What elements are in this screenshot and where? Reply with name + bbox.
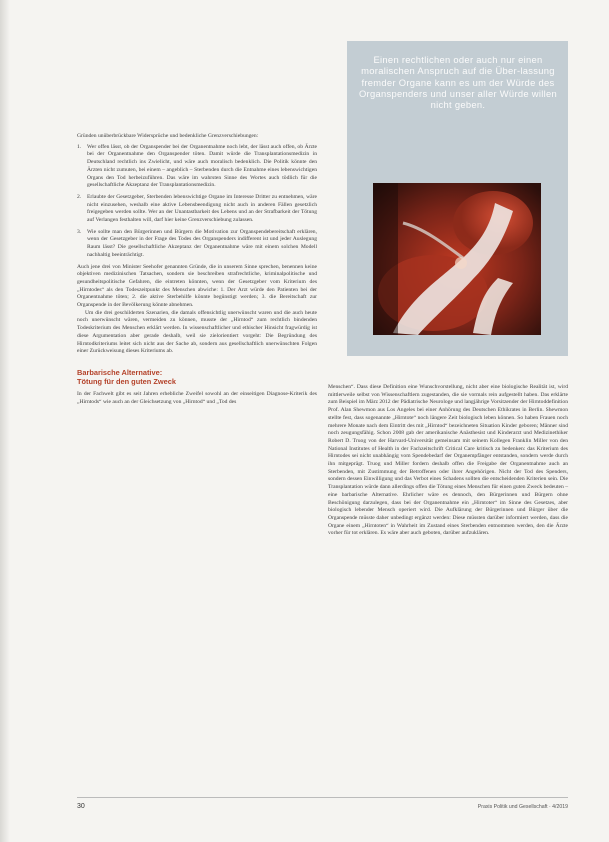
list-number: 3. xyxy=(77,228,82,235)
list-text: Erlaubte der Gesetzgeber, Sterbenden lebenswichtige Organe im Interesse Dritter zu entnehmen, wäre nicht einzusehen, weshalb eine aktive Lebensbeendigung nicht auch in anderen Fällen gesetzlich freigegeben werden sollte. Wer an der Unantastbarkeit des Lebens und an der Strafbarkeit der Tötung auf Verlangen festhalten will, darf hier keine Grenzverschiebung zulassen. xyxy=(87,193,317,224)
journal-footer: Praxis Politik und Gesellschaft · 4/2019 xyxy=(477,804,568,810)
subheading-line: Barbarische Alternative: xyxy=(77,367,163,377)
body-paragraph: Menschen“. Dass diese Definition eine Wunschvorstellung, nicht aber eine biologische Realität ist, wird mittlerweile selbst von Wissenschaftlern zugestanden, die sie vormals rein aufgestellt haben. Das erklärte zum Beispiel im März 2012 der Pädiatrische Neurologe und langjährige Vorsitzender der Hirntoddefinition Prof. Alan Shewmon aus Los Angeles bei einer Anhörung des Deutschen Ethikrates in Berlin. Shewmon stellte fest, dass sogenannte „Hirntote“ noch längere Zeit biologisch leben können. So haben Frauen noch mehrere Monate nach dem Eintritt des mit „Hirntod“ bezeichneten Situation Kinder geboren; Männer sind noch zeugungsfähig. Schon 2008 gab der amerikanische Anästhesist und Kinderarzt und Medizinethiker Robert D. Truog von der Harvard-Universität gemeinsam mit seinem Kollegen Franklin Miller von den National Institutes of Health in der Fachzeitschrift Critical Care kritisch zu bedenken: das Kriterium des Hirntodes sei nicht unabhängig vom Spendebedarf der Organempfänger entstanden, sondern werde durch ihn mitgeprägt. Truog und Miller fordern deshalb offen die Freigabe der Organentnahme auch an Sterbenden, mit Zustimmung der Betroffenen oder ihrer Angehörigen. Nicht der Tod des Spenders, sondern dessen Einwilligung und das Verbot eines Schadens sollten die entscheidenden Kriterien sein. Die Transplantation würde dann allerdings offen die Tötung eines Menschen für einen guten Zweck bedeuten – eine barbarische Alternative. Ehrlicher wäre es dennoch, den Bürgerinnen und Bürgern ohne Beschönigung darzulegen, dass bei der Organentnahme ein „Hirntoter“ im Sinne des Gesetzes, aber biologisch lebender Mensch operiert wird. Die Aufklärung der Bürgerinnen und Bürger über die Organspende müsste daher unbedingt ergänzt werden: Diese müssten darüber informiert werden, dass die Organe einem „Hirntoten“ in Wahrheit im Zustand eines Sterbenden entnommen werden, den die Ärzte vorher für tot erklären. Es wäre aber auch geboten, darüber aufzuklären. xyxy=(328,384,568,537)
list-number: 1. xyxy=(77,143,82,150)
page-number: 30 xyxy=(77,803,85,810)
objection-list xyxy=(77,144,317,260)
list-item xyxy=(77,194,317,225)
list-number: 2. xyxy=(77,193,82,200)
left-column xyxy=(77,133,317,406)
surgery-photo xyxy=(373,183,541,335)
surgery-photo-graphic xyxy=(373,183,541,335)
list-item xyxy=(77,229,317,260)
right-column xyxy=(328,384,568,538)
section-subheading xyxy=(77,368,317,386)
body-paragraph: Auch jene drei von Minister Seehofer genannten Gründe, die in unserem Sinne sprechen, benennen keine objektiven medizinischen Tatsachen, sondern sie beschreiben strafrechtliche, kriminalpolitische und gesundheitspolitische Gefahren, die eintreten könnten, wenn der Gesetzgeber vom Kriterium des „Hirntodes“ als den Todeszeitpunkt des Menschen abwiche: 1. Der Arzt würde den Patienten bei der Organentnahme töten; 2. die aktive Sterbehilfe könnte begünstigt werden; 3. die Bereitschaft zur Organspende in der Bevölkerung könnte abnehmen. xyxy=(77,263,317,309)
list-item xyxy=(77,144,317,190)
list-text: Wer offen lässt, ob der Organspender bei der Organentnahme noch lebt, der lässt auch offen, ob Ärzte bei der Organentnahme den Organspender töten. Damit würde die Transplantationsmedizin in Deutschland rechtlich ins Zwielicht, und wäre auch moralisch bedenklich. Die Politik könnte den Ärzten nicht zumuten, bei einem – angeblich – Sterbenden durch die Entnahme eines lebenswichtigen Organs den Tod herbeizuführen. Das wäre im wahrsten Sinne des Wortes auch tödlich für die gesellschaftliche Akzeptanz der Transplantationsmedizin. xyxy=(87,143,317,189)
body-paragraph: Um die drei geschilderten Szenarien, die damals offensichtlig unerwünscht waren und die auch heute noch unerwünscht wären, vermeiden zu können, musste der „Hirntod“ zum rechtlich bindenden Todeskriterium des Menschen erklärt werden. In wissenschaftlicher und ethischer Hinsicht fragwürdig ist diese Argumentation aber gerade deshalb, weil sie zielorientiert vorgeht: Die Begründung des Hirntodkriteriums leitet sich nicht aus der Sache ab, sondern aus gesellschaftlich unerwünschten Folgen einer Zurückweisung dieses Kriteriums ab. xyxy=(77,309,317,355)
footer-rule xyxy=(77,797,568,798)
pull-quote: Einen rechtlichen oder auch nur einen moralischen Anspruch auf die Über-lassung fremder Organe kann es um der Würde des Organspenders und unser aller Würde willen nicht geben. xyxy=(358,54,558,111)
body-paragraph: In der Fachwelt gibt es seit Jahren erhebliche Zweifel sowohl an der einseitigen Diagnose-Kriterik des „Hirntods“ wie auch an der Gleichsetzung von „Hirntod“ und „Tod des xyxy=(77,390,317,405)
list-text: Wie sollte man den Bürgerinnen und Bürgern die Motivation zur Organspendebereitschaft erklären, wenn der Gesetzgeber in der Frage des Todes des Organspenders indifferent ist und jeder Auslegung Raum lässt? Die gesellschaftliche Akzeptanz der Organentnahme wäre mit einem solchen Modell nachhaltig beeinträchtigt. xyxy=(87,228,317,258)
subheading-line: Tötung für den guten Zweck xyxy=(77,376,176,386)
page-fold-shadow xyxy=(0,0,10,842)
intro-paragraph: Gründen unüberbrückbare Widersprüche und bedenkliche Grenzverschiebungen: xyxy=(77,133,259,139)
